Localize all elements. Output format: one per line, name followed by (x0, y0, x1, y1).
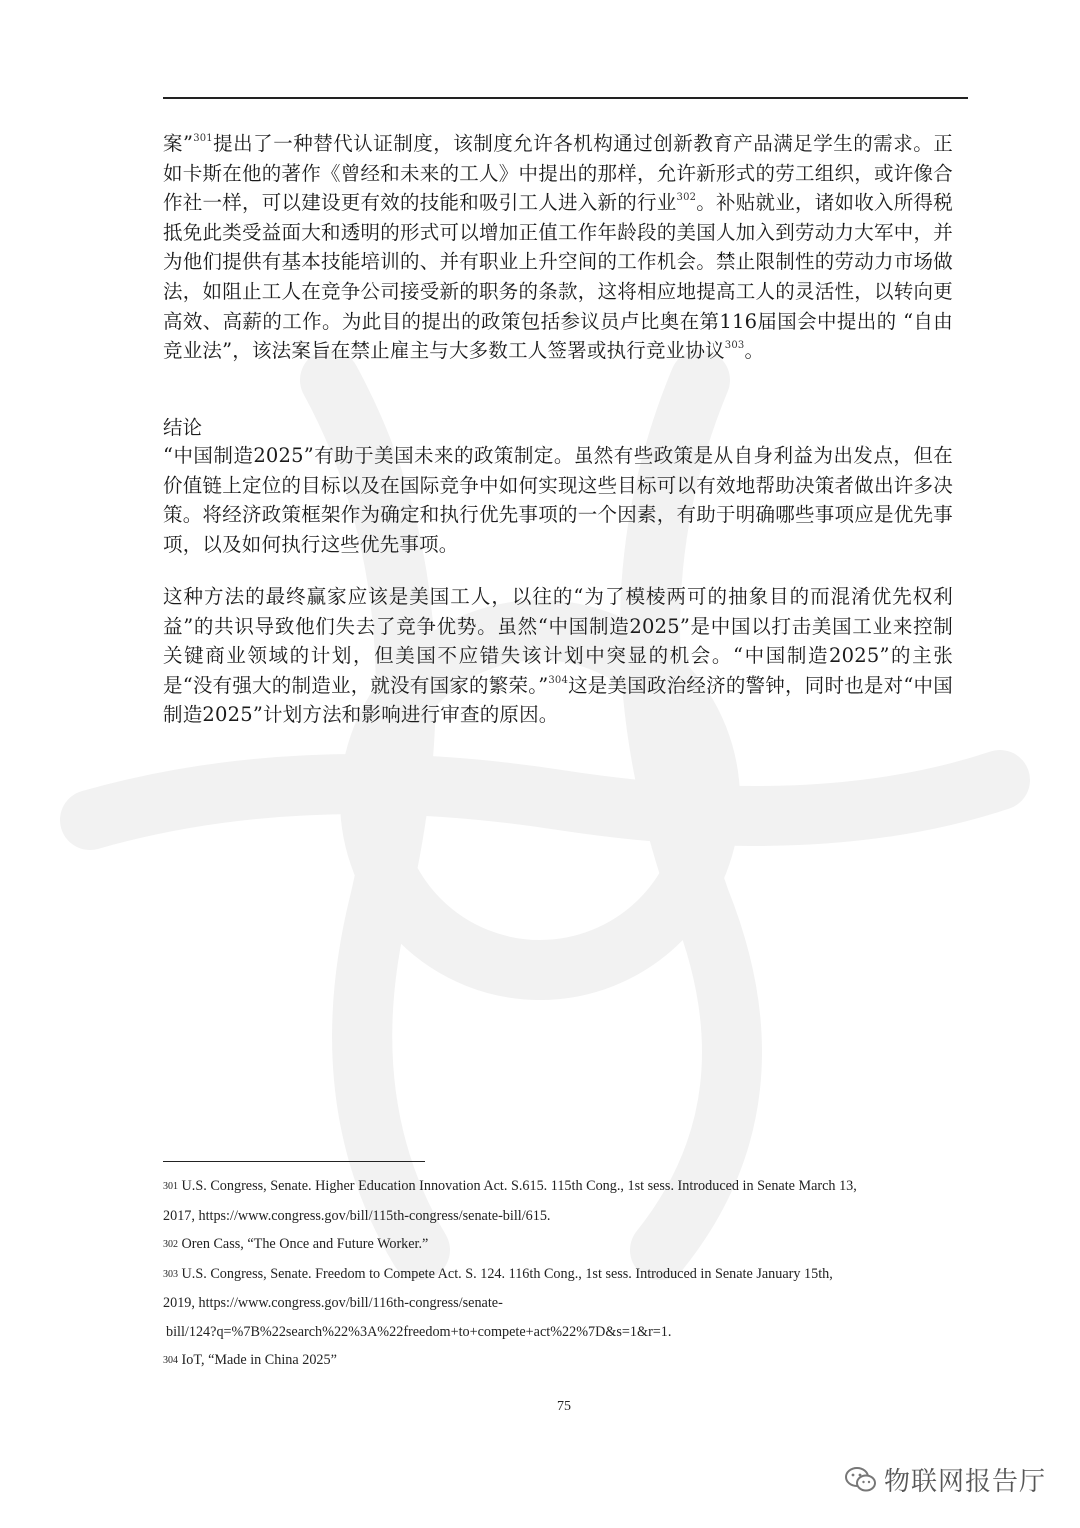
footnote-301: 301 U.S. Congress, Senate. Higher Education Innovation Act. S.615. 115th Cong., 1st sess. Introduced in Senate March 13, (163, 1178, 857, 1194)
footnotes (163, 1172, 963, 1376)
section-heading-conclusion: 结论 (163, 416, 203, 439)
footnote-303-cont-1[interactable]: 2019, https://www.congress.gov/bill/116th-congress/senate- (163, 1295, 503, 1311)
footnote-301-cont[interactable]: 2017, https://www.congress.gov/bill/115th-congress/senate-bill/615. (163, 1207, 551, 1224)
footnote-ref-304[interactable]: 304 (548, 674, 569, 686)
body-paragraph-3: 这种方法的最终赢家应该是美国工人，以往的“为了模棱两可的抽象目的而混淆优先权利益”的共识导致他们失去了竞争优势。虽然“中国制造2025”是中国以打击美国工业来控制关键商业领域的计划，但美国不应错失该计划中突显的机会。“中国制造2025”的主张是“没有强大的制造业，就没有国家的繁荣。”$^{304}$这是美国政治经济的警钟，同时也是对“中国制造2025”计划方法和影响进行审查的原因。 (163, 585, 953, 727)
page-number: 75 (557, 1399, 571, 1414)
wechat-account-tag[interactable] (844, 1461, 1046, 1498)
footnote-ref-303[interactable]: 303 (724, 340, 745, 352)
wechat-account-name: 物联网报告厅 (883, 1467, 1046, 1497)
body-paragraph-2: “中国制造2025”有助于美国未来的政策制定。虽然有些政策是从自身利益为出发点，但在价值链上定位的目标以及在国际竞争中如何实现这些目标可以有效地帮助决策者做出许多决策。将经济政策框架作为确定和执行优先事项的一个因素，有助于明确哪些事项应是优先事项，以及如何执行这些优先事项。 (163, 444, 953, 556)
wechat-icon (844, 1465, 878, 1495)
footnote-ref-301[interactable]: 301 (193, 133, 213, 144)
footnote-303-cont-2[interactable]: bill/124?q=%7B%22search%22%3A%22freedom+to+compete+act%22%7D&s=1&r=1. (166, 1323, 672, 1340)
footnote-separator (163, 1161, 425, 1162)
footnote-302: 302 Oren Cass, “The Once and Future Worker.” (163, 1236, 429, 1252)
body-paragraph-1: 案”$^{301}$提出了一种替代认证制度，该制度允许各机构通过创新教育产品满足学生的需求。正如卡斯在他的著作《曾经和未来的工人》中提出的那样，允许新形式的劳工组织，或许像合作社一样，可以建设更有效的技能和吸引工人进入新的行业$^{302}$。补贴就业，诸如收入所得税抵免此类受益面大和透明的形式可以增加正值工作年龄段的美国人加入到劳动力大军中，并为他们提供有基本技能培训的、并有职业上升空间的工作机会。禁止限制性的劳动力市场做法，如阻止工人在竞争公司接受新的职务的条款，这将相应地提高工人的灵活性，以转向更高效、高薪的工作。为此目的提出的政策包括参议员卢比奥在第116届国会中提出的 “自由竞业法”，该法案旨在禁止雇主与大多数工人签署或执行竞业协议$^{303}$。 (163, 132, 954, 363)
header-rule (163, 97, 968, 99)
footnote-303: 303 U.S. Congress, Senate. Freedom to Compete Act. S. 124. 116th Cong., 1st sess. Introduced in Senate January 15th, (163, 1265, 833, 1282)
footnote-304: 304 IoT, “Made in China 2025” (163, 1352, 337, 1368)
footnote-ref-302[interactable]: 302 (676, 192, 697, 204)
